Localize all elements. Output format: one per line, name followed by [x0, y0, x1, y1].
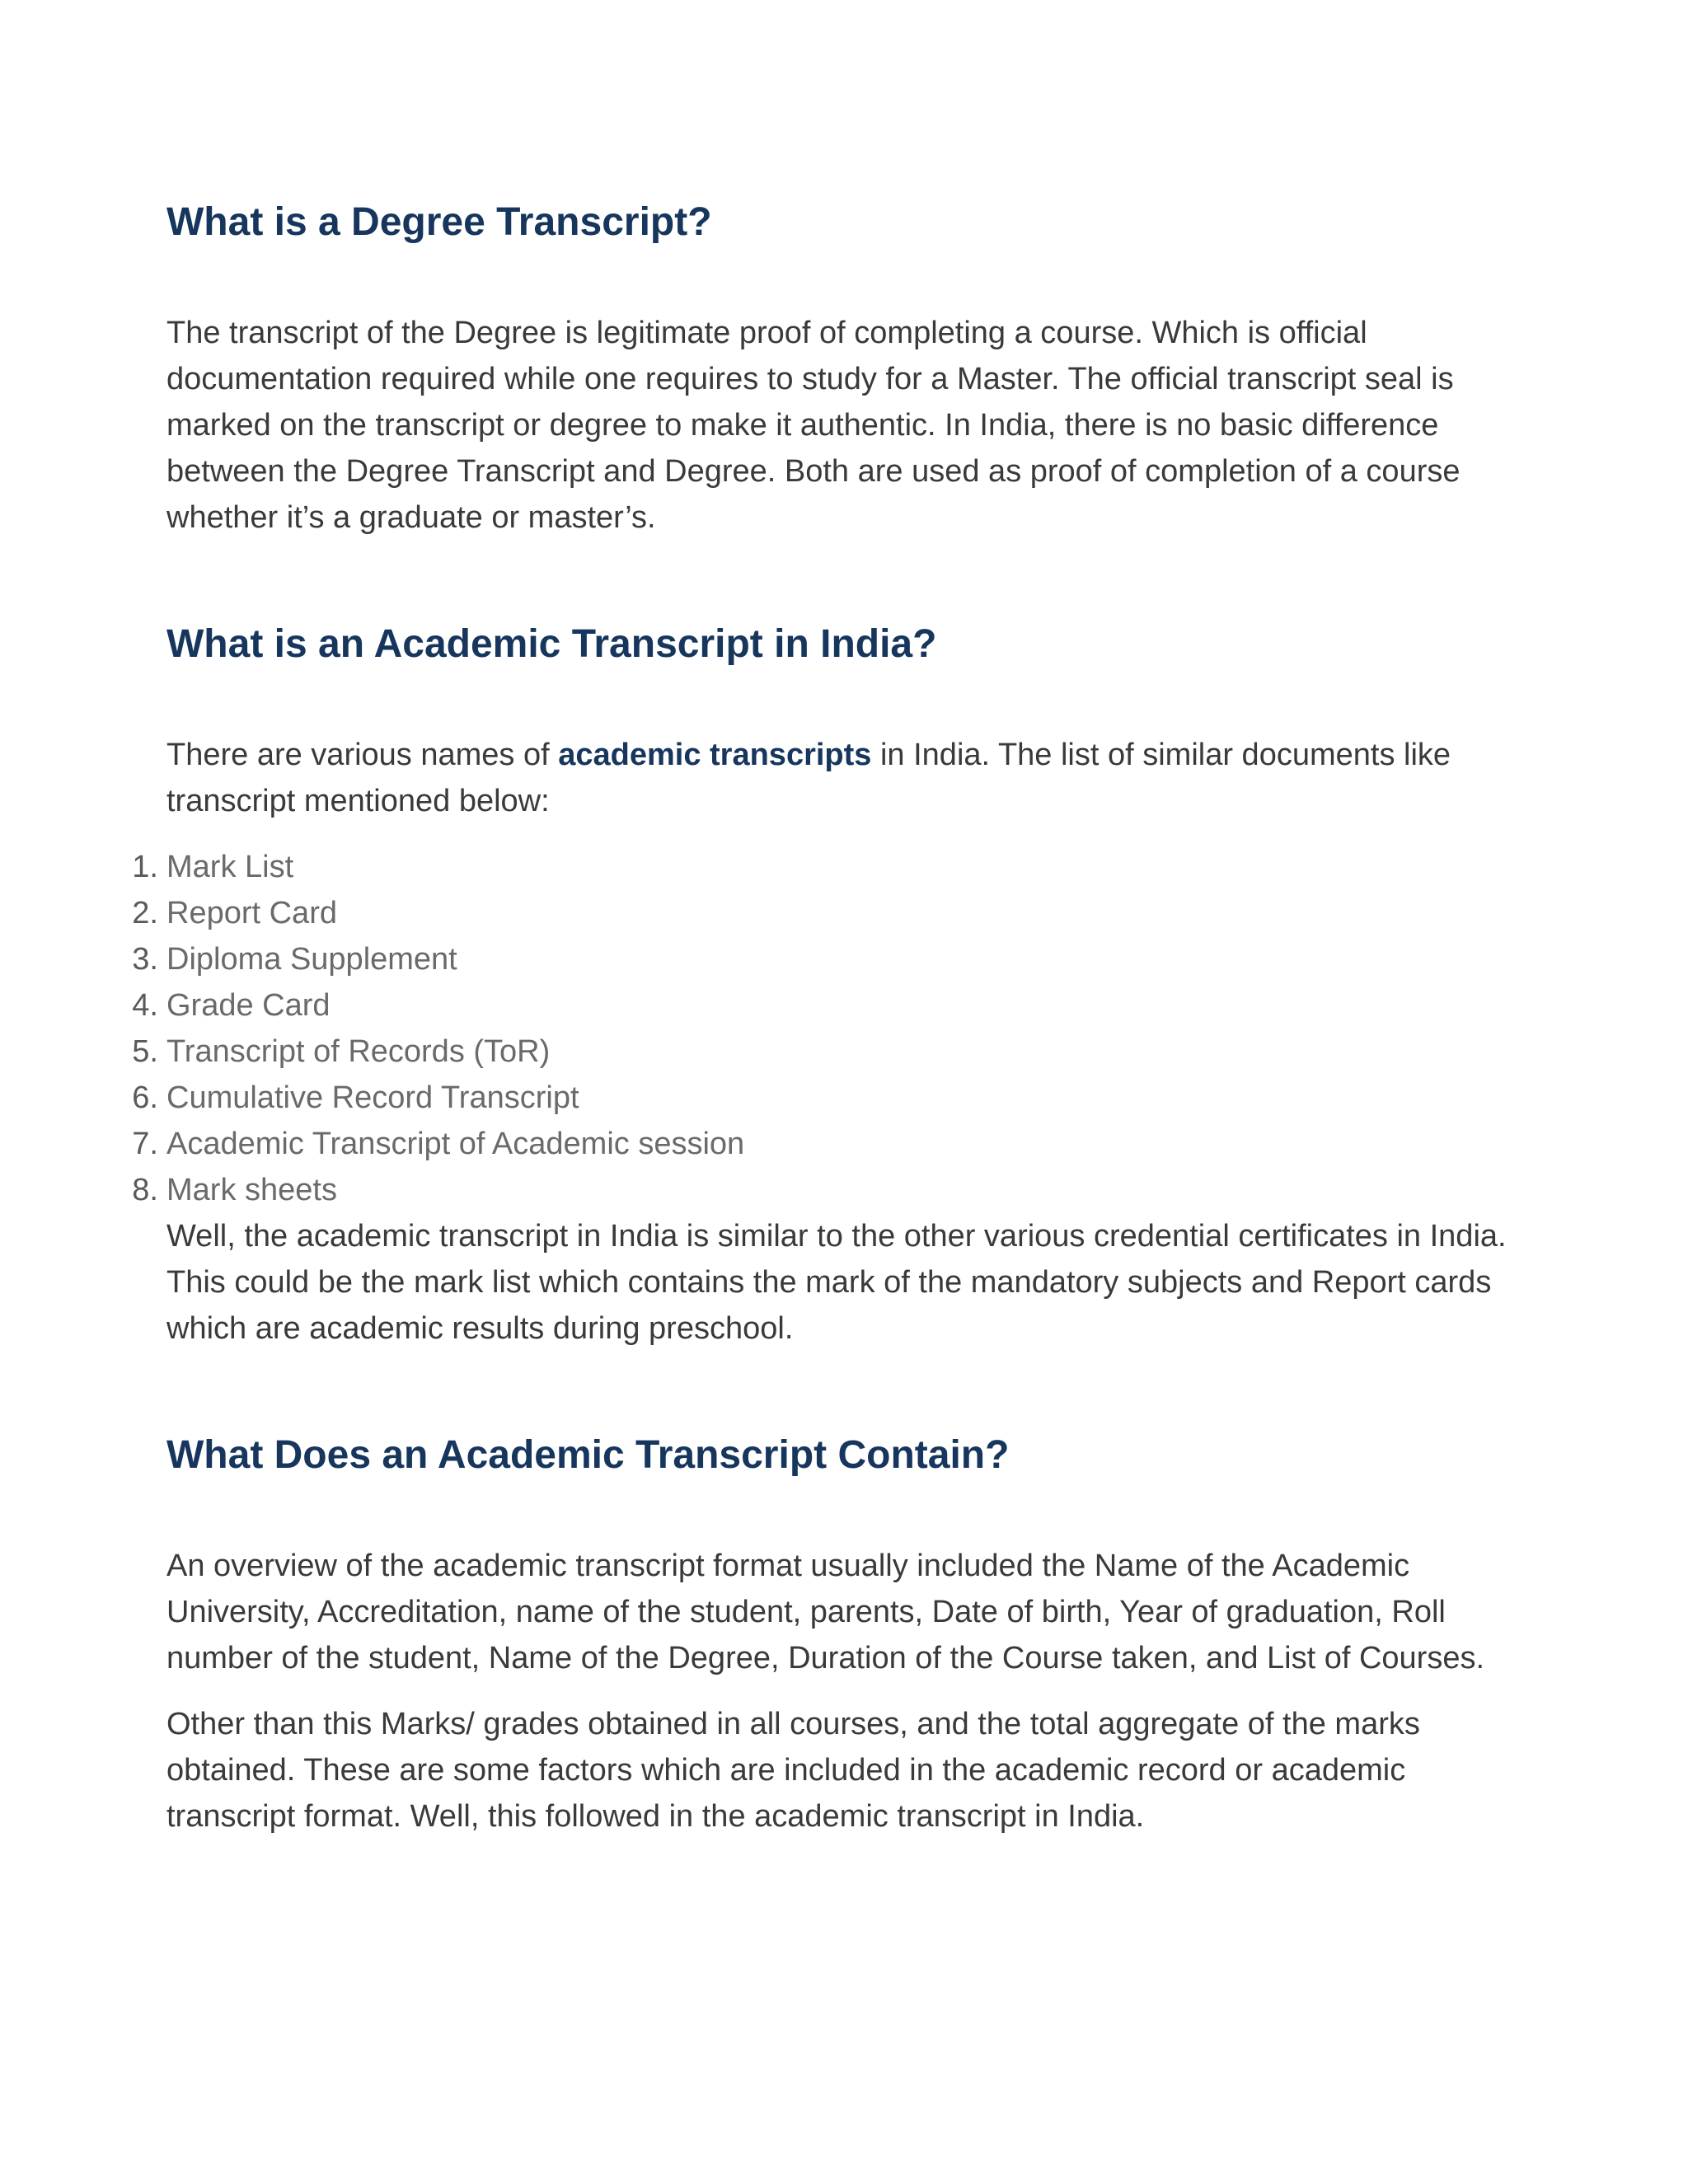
list-item-number: 7.: [132, 1127, 158, 1161]
list-item-text: Report Card: [166, 896, 337, 930]
list-item-text: Grade Card: [166, 988, 331, 1023]
intro-text-after: in India. The list of similar documents like transcript mentioned below:: [166, 738, 1451, 818]
list-item: [132, 1029, 1518, 1075]
list-item-text: Transcript of Records (ToR): [166, 1034, 551, 1069]
list-item-number: 3.: [132, 942, 158, 977]
heading-academic-transcript-india: What is an Academic Transcript in India?: [166, 622, 937, 666]
intro-text-before: There are various names of: [166, 738, 559, 772]
list-item: [132, 936, 1518, 982]
list-item: [132, 890, 1518, 936]
heading-transcript-contents: What Does an Academic Transcript Contain?: [166, 1433, 1010, 1477]
list-item: [132, 982, 1518, 1029]
list-item-number: 1.: [132, 850, 158, 884]
list-item-text: Mark sheets: [166, 1173, 337, 1207]
list-item: [132, 1121, 1518, 1167]
list-item-text: Cumulative Record Transcript: [166, 1080, 579, 1115]
paragraph-degree-transcript: The transcript of the Degree is legitimate proof of completing a course. Which is official documentation required while one requires to study for a Master. The official transcript seal is marked on the transcript or degree to make it authentic. In India, there is no basic difference between the Degree Transcript and Degree. Both are used as proof of completion of a course whether it’s a graduate or master’s.: [166, 316, 1461, 535]
paragraph-academic-closing: Well, the academic transcript in India is similar to the other various credential certificates in India. This could be the mark list which contains the mark of the mandatory subjects and Report cards which are academic results during preschool.: [166, 1219, 1507, 1346]
list-item-number: 6.: [132, 1080, 158, 1115]
list-item-number: 8.: [132, 1173, 158, 1207]
list-item-text: Diploma Supplement: [166, 942, 457, 977]
list-item-text: Mark List: [166, 850, 294, 884]
list-item-number: 4.: [132, 988, 158, 1023]
list-item-text: Academic Transcript of Academic session: [166, 1127, 745, 1161]
paragraph-academic-intro: [166, 732, 1518, 824]
academic-transcripts-link[interactable]: academic transcripts: [558, 738, 872, 772]
list-item-number: 5.: [132, 1034, 158, 1069]
heading-degree-transcript: What is a Degree Transcript?: [166, 200, 712, 244]
list-item-number: 2.: [132, 896, 158, 930]
paragraph-transcript-overview: An overview of the academic transcript format usually included the Name of the Academic University, Accreditation, name of the student, parents, Date of birth, Year of graduation, Roll number of the student, Name of the Degree, Duration of the Course taken, and List of Courses.: [166, 1549, 1485, 1675]
list-item: [132, 1167, 1518, 1213]
list-item: [132, 1075, 1518, 1121]
document-page: [132, 198, 1518, 1840]
paragraph-transcript-marks: Other than this Marks/ grades obtained in all courses, and the total aggregate of the marks obtained. These are some factors which are included in the academic record or academic transcript format. Well, this followed in the academic transcript in India.: [166, 1707, 1420, 1834]
list-item: [132, 844, 1518, 890]
transcript-names-list: [132, 844, 1518, 1213]
